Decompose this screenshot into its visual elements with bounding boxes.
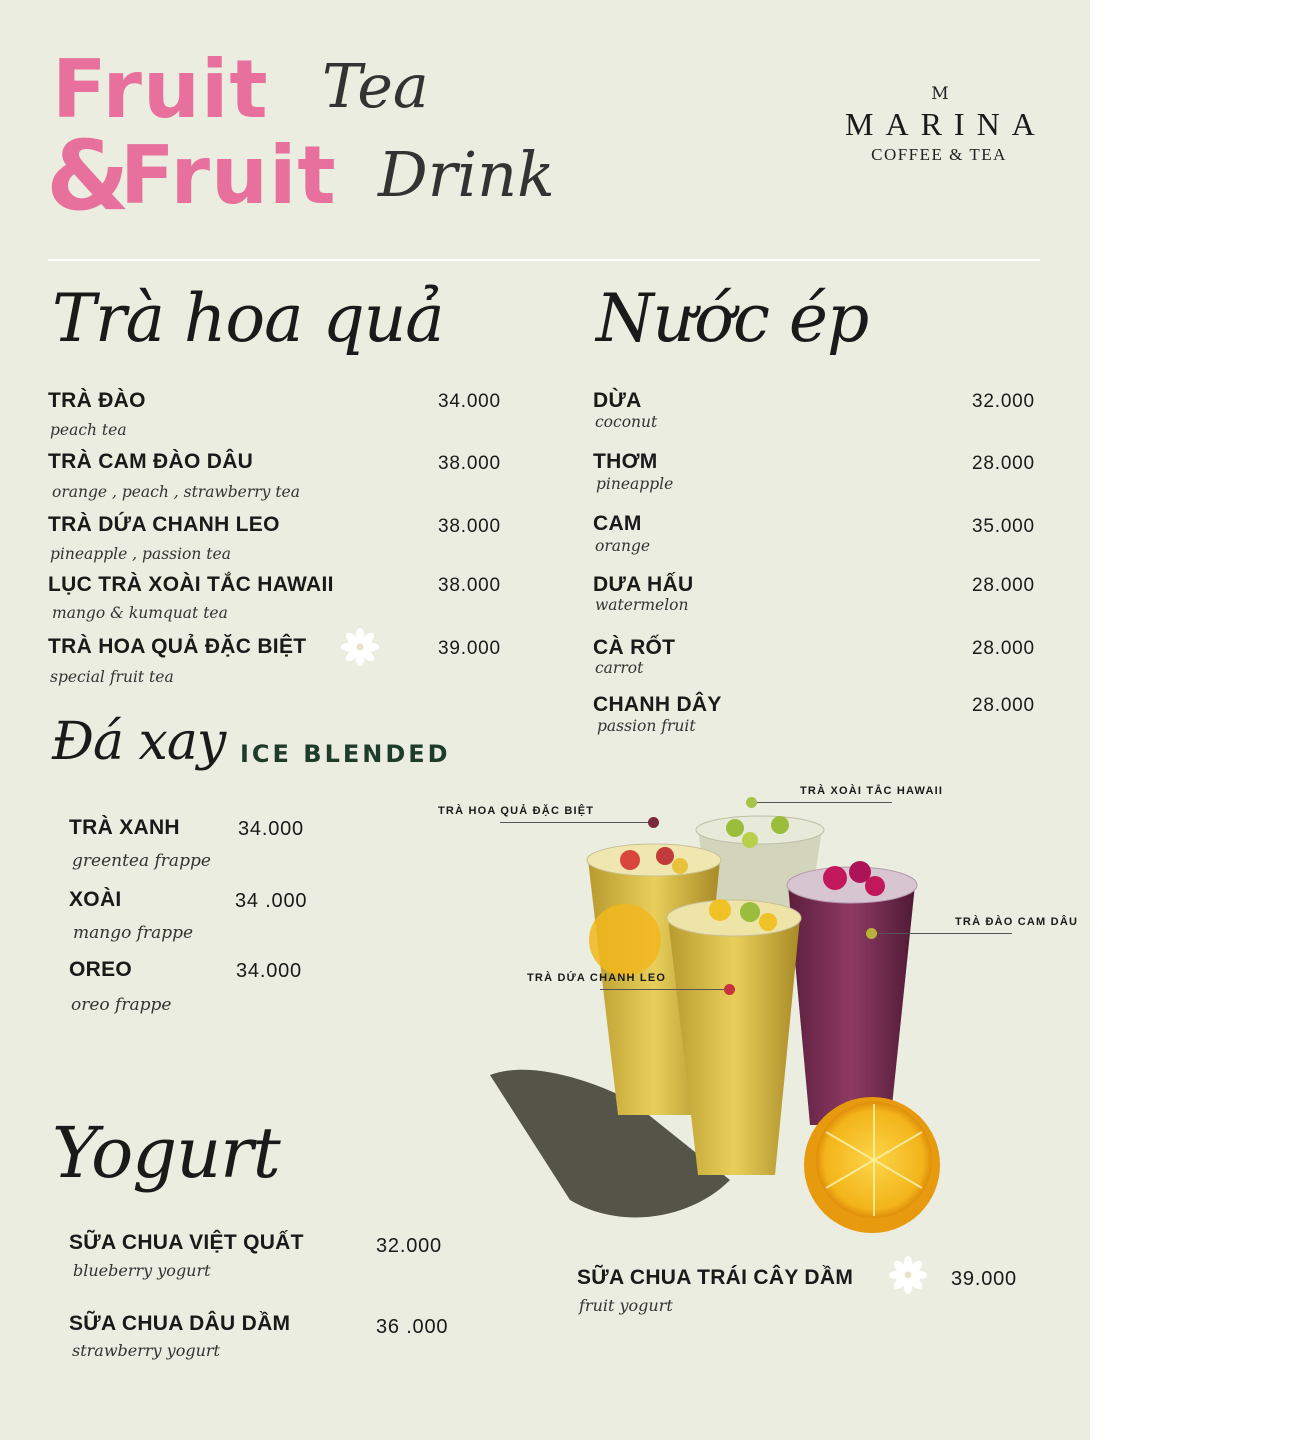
cup-front-lid — [667, 900, 801, 936]
fruit-tea-item-price: 39.000 — [438, 638, 501, 659]
callout-line — [872, 933, 1012, 934]
ice-blended-item-name: TRÀ XANH — [69, 816, 180, 839]
fruit-tea-item-price: 38.000 — [438, 516, 501, 537]
yogurt-item-price: 36 .000 — [376, 1316, 449, 1338]
callout-dot — [866, 928, 877, 939]
callout-label: TRÀ ĐÀO CAM DÂU — [955, 916, 1079, 928]
juice-item-name: CÀ RỐT — [593, 636, 676, 659]
title-drink: Drink — [378, 138, 555, 211]
yogurt-item-price: 32.000 — [376, 1235, 442, 1257]
fruit-tea-item-name: TRÀ HOA QUẢ ĐẶC BIỆT — [48, 635, 307, 658]
ice-blended-item-price: 34 .000 — [235, 890, 308, 912]
cup-special-lid — [587, 844, 721, 876]
fruit-tea-item-desc: peach tea — [50, 421, 127, 439]
callout-line — [500, 822, 650, 823]
juice-heading: Nước ép — [596, 280, 869, 357]
cup-peach-orange-strawberry — [788, 885, 915, 1125]
fruit-tea-item-name: LỤC TRÀ XOÀI TẮC HAWAII — [48, 573, 334, 596]
yogurt-item-desc: fruit yogurt — [579, 1296, 673, 1315]
juice-item-name: CHANH DÂY — [593, 693, 722, 716]
fruit-tea-item-desc: special fruit tea — [50, 668, 174, 686]
juice-item-name: CAM — [593, 512, 642, 535]
juice-item-desc: watermelon — [595, 596, 689, 614]
juice-item-desc: pineapple — [596, 475, 674, 493]
callout-dot — [724, 984, 735, 995]
yogurt-heading: Yogurt — [52, 1112, 280, 1194]
yogurt-item-name: SỮA CHUA TRÁI CÂY DẦM — [577, 1266, 854, 1289]
callout-dot — [746, 797, 757, 808]
callout-dot — [648, 817, 659, 828]
juice-item-desc: carrot — [595, 659, 644, 677]
fruit-tea-item-price: 34.000 — [438, 391, 501, 412]
fruit-tea-item-name: TRÀ CAM ĐÀO DÂU — [48, 450, 254, 473]
title-fruit-2: Fruit — [120, 129, 337, 222]
juice-item-name: DƯA HẤU — [593, 573, 694, 596]
juice-item-price: 28.000 — [972, 453, 1035, 474]
yogurt-item-desc: strawberry yogurt — [72, 1341, 220, 1360]
callout-label: TRÀ XOÀI TẮC HAWAII — [800, 785, 944, 797]
juice-item-price: 35.000 — [972, 516, 1035, 537]
yogurt-item-name: SỮA CHUA VIỆT QUẤT — [69, 1231, 304, 1254]
juice-item-price: 32.000 — [972, 391, 1035, 412]
brand-tagline: COFFEE & TEA — [871, 145, 1007, 164]
cup-green-tea-lid — [696, 816, 824, 844]
yogurt-item-name: SỮA CHUA DÂU DẦM — [69, 1312, 291, 1335]
ice-blended-subheading: ICE BLENDED — [240, 740, 451, 768]
cup-pineapple-passion — [668, 918, 800, 1175]
brand-monogram: M — [931, 84, 947, 104]
ice-blended-item-name: OREO — [69, 958, 133, 981]
title-fruit-1: Fruit — [52, 43, 269, 136]
juice-item-desc: passion fruit — [597, 717, 696, 735]
ice-blended-item-price: 34.000 — [236, 960, 302, 982]
brand-logo — [833, 84, 1045, 165]
flower-icon — [888, 1255, 928, 1295]
callout-label: TRÀ DỨA CHANH LEO — [527, 972, 667, 984]
juice-item-price: 28.000 — [972, 695, 1035, 716]
juice-item-price: 28.000 — [972, 575, 1035, 596]
fruit-tea-item-desc: orange , peach , strawberry tea — [52, 483, 300, 501]
fruit-tea-item-price: 38.000 — [438, 575, 501, 596]
header-divider — [48, 259, 1040, 261]
ice-blended-heading: Đá xay — [52, 712, 226, 772]
drinks-photo — [470, 800, 970, 1240]
ice-blended-item-price: 34.000 — [238, 818, 304, 840]
ice-blended-item-desc: greentea frappe — [72, 851, 211, 871]
brand-name: MARINA — [845, 106, 1047, 142]
flower-icon — [340, 627, 380, 667]
juice-item-name: THƠM — [593, 450, 658, 473]
title-ampersand: & — [46, 120, 130, 232]
fruit-tea-item-desc: mango & kumquat tea — [52, 604, 228, 622]
callout-label: TRÀ HOA QUẢ ĐẶC BIỆT — [438, 805, 595, 817]
juice-item-name: DỪA — [593, 389, 642, 412]
fruit-tea-heading: Trà hoa quả — [52, 280, 444, 357]
juice-item-desc: orange — [595, 537, 651, 555]
title-tea: Tea — [322, 52, 429, 122]
fruit-tea-item-price: 38.000 — [438, 453, 501, 474]
callout-line — [600, 989, 728, 990]
fruit-tea-item-desc: pineapple , passion tea — [50, 545, 231, 563]
ice-blended-item-desc: oreo frappe — [71, 995, 172, 1015]
juice-item-price: 28.000 — [972, 638, 1035, 659]
yogurt-item-price: 39.000 — [951, 1268, 1017, 1290]
fruit-tea-item-name: TRÀ DỨA CHANH LEO — [48, 513, 280, 536]
yogurt-item-desc: blueberry yogurt — [73, 1261, 211, 1280]
juice-item-desc: coconut — [595, 413, 658, 431]
callout-line — [752, 802, 892, 803]
ice-blended-item-name: XOÀI — [69, 888, 122, 911]
fruit-tea-item-name: TRÀ ĐÀO — [48, 389, 146, 412]
ice-blended-item-desc: mango frappe — [73, 923, 194, 943]
